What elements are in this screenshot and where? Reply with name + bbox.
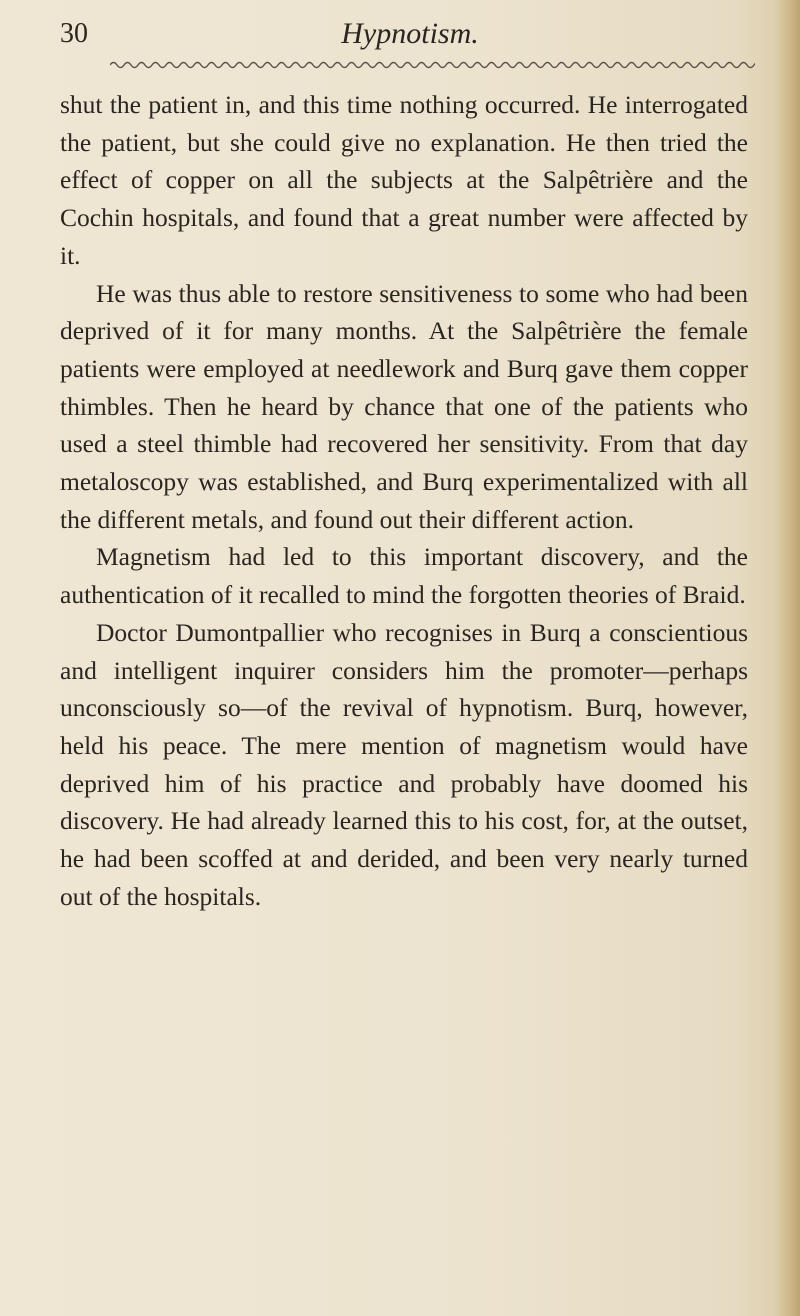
paragraph-2: He was thus able to restore sensitiveness to some who had been deprived of it for many months. At the Salpêtrière the female patients were employed at needlework and Burq gave them copper thimbles. Then he heard by chance that one of the patients who used a steel thimble had recovered her sensitivity. From that day metaloscopy was established, and Burq experimentalized with all the different metals, and found out their different action. (60, 278, 748, 534)
body-text (60, 86, 748, 915)
paragraph-1: shut the patient in, and this time nothing occurred. He interrogated the patient, but she could give no explanation. He then tried the effect of copper on all the subjects at the Salpêtrière and the Cochin hospitals, and found that a great number were affected by it. (60, 90, 748, 270)
page-number: 30 (60, 18, 88, 49)
paragraph-4: Doctor Dumontpallier who recognises in Burq a conscientious and intelligent inquirer considers him the promoter—perhaps unconsciously so—of the revival of hypnotism. Burq, however, held his peace. The mere mention of magnetism would have deprived him of his practice and probably have doomed his discovery. He had already learned this to his cost, for, at the outset, he had been scoffed at and derided, and been very nearly turned out of the hospitals. (60, 617, 748, 911)
paragraph-3: Magnetism had led to this important discovery, and the authentication of it recalled to mind the forgotten theories of Braid. (60, 542, 748, 610)
running-title: Hypnotism. (341, 17, 479, 50)
running-head (60, 14, 760, 54)
decorative-rule (110, 58, 755, 72)
page-edge-stain (774, 0, 800, 1316)
